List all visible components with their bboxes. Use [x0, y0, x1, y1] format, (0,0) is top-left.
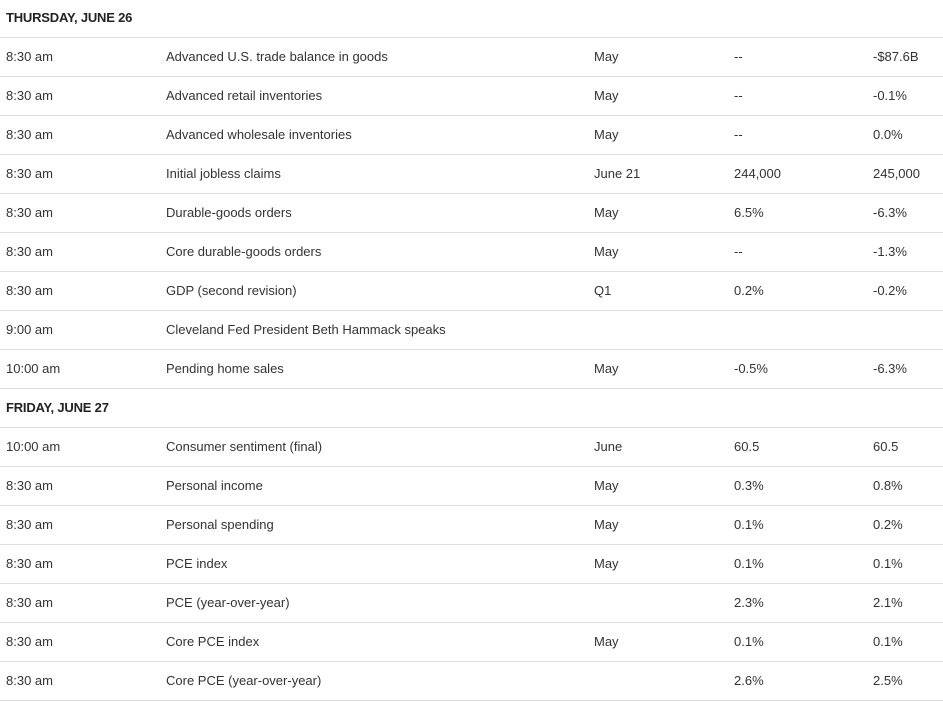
event-name: Consumer sentiment (final) [166, 439, 323, 454]
table-row [0, 194, 943, 233]
event-name: Cleveland Fed President Beth Hammack speaks [166, 322, 446, 337]
event-forecast: -- [734, 244, 743, 259]
table-row [0, 467, 943, 506]
event-time: 8:30 am [6, 673, 53, 688]
event-time: 8:30 am [6, 634, 53, 649]
event-name: Pending home sales [166, 361, 284, 376]
event-period: May [594, 517, 619, 532]
event-time: 8:30 am [6, 205, 53, 220]
event-name: PCE (year-over-year) [166, 595, 290, 610]
event-previous: 60.5 [873, 439, 899, 454]
event-name: Initial jobless claims [166, 166, 281, 181]
event-time: 8:30 am [6, 556, 53, 571]
event-period: June 21 [594, 166, 641, 181]
event-forecast: 2.6% [734, 673, 764, 688]
event-name: Core PCE index [166, 634, 260, 649]
table-row [0, 233, 943, 272]
event-name: Personal spending [166, 517, 274, 532]
event-forecast: 244,000 [734, 166, 781, 181]
event-time: 8:30 am [6, 517, 53, 532]
day-header-friday [0, 389, 943, 428]
table-row [0, 428, 943, 467]
event-previous: 0.1% [873, 634, 903, 649]
event-name: PCE index [166, 556, 228, 571]
day-label: FRIDAY, JUNE 27 [6, 400, 109, 415]
event-previous: -6.3% [873, 205, 907, 220]
event-previous: 245,000 [873, 166, 920, 181]
event-forecast: -0.5% [734, 361, 768, 376]
event-name: Advanced retail inventories [166, 88, 323, 103]
event-previous: 2.5% [873, 673, 903, 688]
event-previous: 0.2% [873, 517, 903, 532]
event-previous: 2.1% [873, 595, 903, 610]
event-time: 8:30 am [6, 595, 53, 610]
event-forecast: 0.2% [734, 283, 764, 298]
event-name: Core PCE (year-over-year) [166, 673, 322, 688]
event-period: May [594, 634, 619, 649]
event-name: Advanced wholesale inventories [166, 127, 352, 142]
event-time: 8:30 am [6, 127, 53, 142]
event-time: 8:30 am [6, 49, 53, 64]
event-period: June [594, 439, 623, 454]
event-period: May [594, 244, 619, 259]
table-row [0, 350, 943, 389]
day-header-thursday [0, 0, 943, 38]
event-period: Q1 [594, 283, 612, 298]
event-name: Durable-goods orders [166, 205, 292, 220]
table-row [0, 77, 943, 116]
event-period: May [594, 205, 619, 220]
event-previous: 0.8% [873, 478, 903, 493]
event-forecast: 60.5 [734, 439, 760, 454]
event-forecast: 2.3% [734, 595, 764, 610]
event-time: 8:30 am [6, 478, 53, 493]
event-time: 8:30 am [6, 283, 53, 298]
event-forecast: -- [734, 88, 743, 103]
table-row [0, 662, 943, 701]
event-forecast: -- [734, 49, 743, 64]
table-row [0, 623, 943, 662]
event-time: 10:00 am [6, 361, 61, 376]
table-row [0, 506, 943, 545]
event-name: Core durable-goods orders [166, 244, 322, 259]
event-name: Advanced U.S. trade balance in goods [166, 49, 388, 64]
event-period: May [594, 556, 619, 571]
event-period: May [594, 361, 619, 376]
table-row [0, 311, 943, 350]
event-forecast: 6.5% [734, 205, 764, 220]
event-previous: -0.2% [873, 283, 907, 298]
event-forecast: 0.1% [734, 634, 764, 649]
event-period: May [594, 478, 619, 493]
event-forecast: -- [734, 127, 743, 142]
event-forecast: 0.3% [734, 478, 764, 493]
event-time: 8:30 am [6, 244, 53, 259]
event-period: May [594, 88, 619, 103]
table-row [0, 38, 943, 77]
event-previous: -$87.6B [873, 49, 919, 64]
event-name: GDP (second revision) [166, 283, 297, 298]
event-period: May [594, 127, 619, 142]
event-previous: 0.0% [873, 127, 903, 142]
event-previous: -6.3% [873, 361, 907, 376]
event-previous: -0.1% [873, 88, 907, 103]
table-row [0, 545, 943, 584]
day-label: THURSDAY, JUNE 26 [6, 10, 133, 25]
table-row [0, 272, 943, 311]
event-forecast: 0.1% [734, 517, 764, 532]
table-row [0, 584, 943, 623]
event-previous: 0.1% [873, 556, 903, 571]
event-time: 8:30 am [6, 166, 53, 181]
event-forecast: 0.1% [734, 556, 764, 571]
event-time: 9:00 am [6, 322, 53, 337]
table-row [0, 116, 943, 155]
event-time: 10:00 am [6, 439, 61, 454]
event-period: May [594, 49, 619, 64]
table-row [0, 155, 943, 194]
event-previous: -1.3% [873, 244, 907, 259]
event-time: 8:30 am [6, 88, 53, 103]
event-name: Personal income [166, 478, 263, 493]
